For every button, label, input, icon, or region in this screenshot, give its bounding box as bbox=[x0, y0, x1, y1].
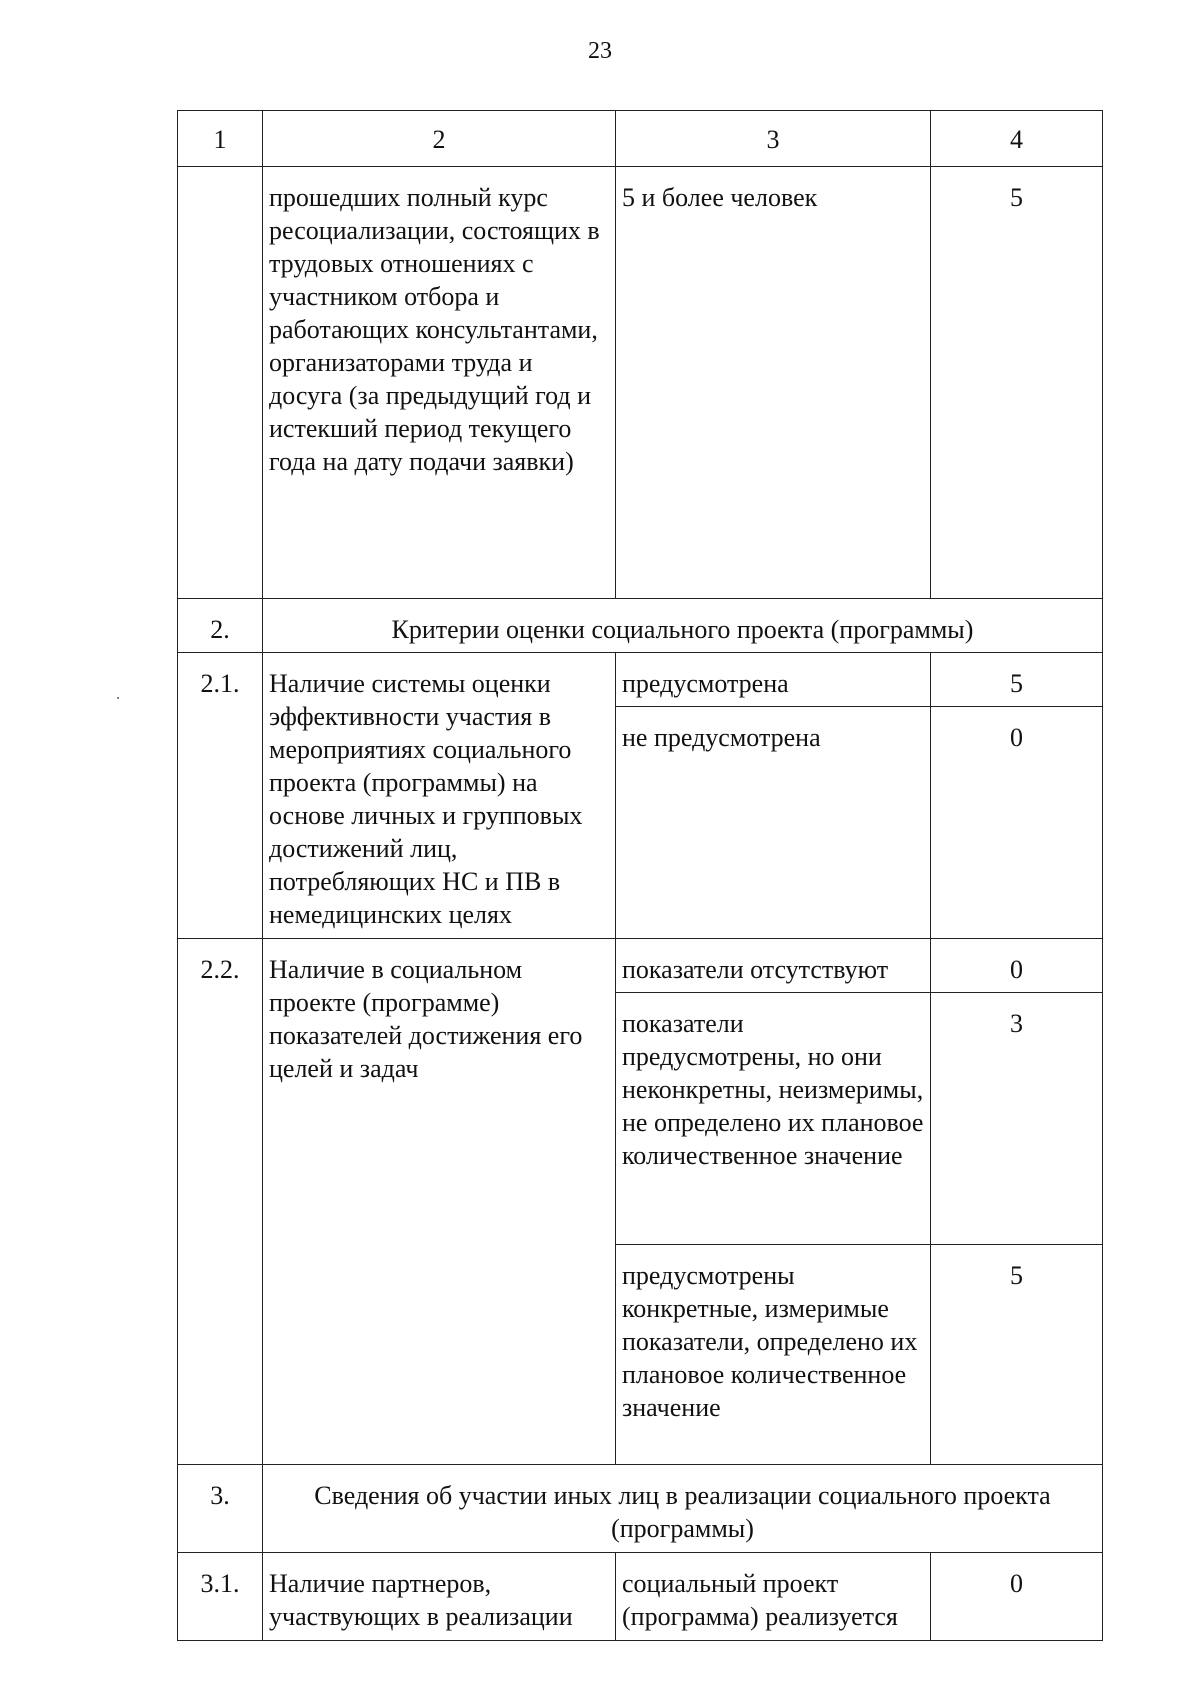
criterion-text: прошедших полный курс ресоциализации, состоящих в трудовых отношениях с участником отбора и работающих консультантами, организаторами труда и досуга (за предыдущий год и истекший период текущего года на дату подачи заявки) bbox=[263, 167, 616, 599]
criterion-score: 0 bbox=[931, 939, 1103, 993]
row-number: 3.1. bbox=[178, 1553, 263, 1641]
column-number-4: 4 bbox=[931, 111, 1103, 167]
criterion-value: показатели предусмотрены, но они неконкретны, неизмеримы, не определено их плановое количественное значение bbox=[616, 993, 931, 1245]
row-number: 2.2. bbox=[178, 939, 263, 1465]
criteria-table bbox=[177, 110, 1103, 1641]
criterion-score: 5 bbox=[931, 653, 1103, 707]
criterion-score: 0 bbox=[931, 707, 1103, 939]
criterion-score: 3 bbox=[931, 993, 1103, 1245]
table-row bbox=[178, 1553, 1103, 1641]
table-header-row bbox=[178, 111, 1103, 167]
column-number-1: 1 bbox=[178, 111, 263, 167]
criterion-score: 5 bbox=[931, 1245, 1103, 1465]
criterion-value: предусмотрены конкретные, измеримые показатели, определено их плановое количественное значение bbox=[616, 1245, 931, 1465]
criterion-value: предусмотрена bbox=[616, 653, 931, 707]
page-number: 23 bbox=[588, 38, 612, 64]
criterion-value: не предусмотрена bbox=[616, 707, 931, 939]
criterion-text: Наличие партнеров, участвующих в реализации bbox=[263, 1553, 616, 1641]
scan-mark bbox=[117, 697, 119, 699]
section-number: 3. bbox=[178, 1465, 263, 1553]
criterion-value: 5 и более человек bbox=[616, 167, 931, 599]
section-row bbox=[178, 599, 1103, 653]
row-number: 2.1. bbox=[178, 653, 263, 939]
column-number-2: 2 bbox=[263, 111, 616, 167]
section-title: Сведения об участии иных лиц в реализации социального проекта (программы) bbox=[263, 1465, 1103, 1553]
row-number bbox=[178, 167, 263, 599]
section-number: 2. bbox=[178, 599, 263, 653]
table-row bbox=[178, 167, 1103, 599]
column-number-3: 3 bbox=[616, 111, 931, 167]
criterion-text: Наличие системы оценки эффективности участия в мероприятиях социального проекта (программы) на основе личных и групповых достижений лиц, потребляющих НС и ПВ в немедицинских целях bbox=[263, 653, 616, 939]
criterion-score: 0 bbox=[931, 1553, 1103, 1641]
criterion-value: социальный проект (программа) реализуется bbox=[616, 1553, 931, 1641]
table-row bbox=[178, 939, 1103, 993]
section-row bbox=[178, 1465, 1103, 1553]
criterion-text: Наличие в социальном проекте (программе) показателей достижения его целей и задач bbox=[263, 939, 616, 1465]
criterion-value: показатели отсутствуют bbox=[616, 939, 931, 993]
table-row bbox=[178, 653, 1103, 707]
criterion-score: 5 bbox=[931, 167, 1103, 599]
section-title: Критерии оценки социального проекта (программы) bbox=[263, 599, 1103, 653]
